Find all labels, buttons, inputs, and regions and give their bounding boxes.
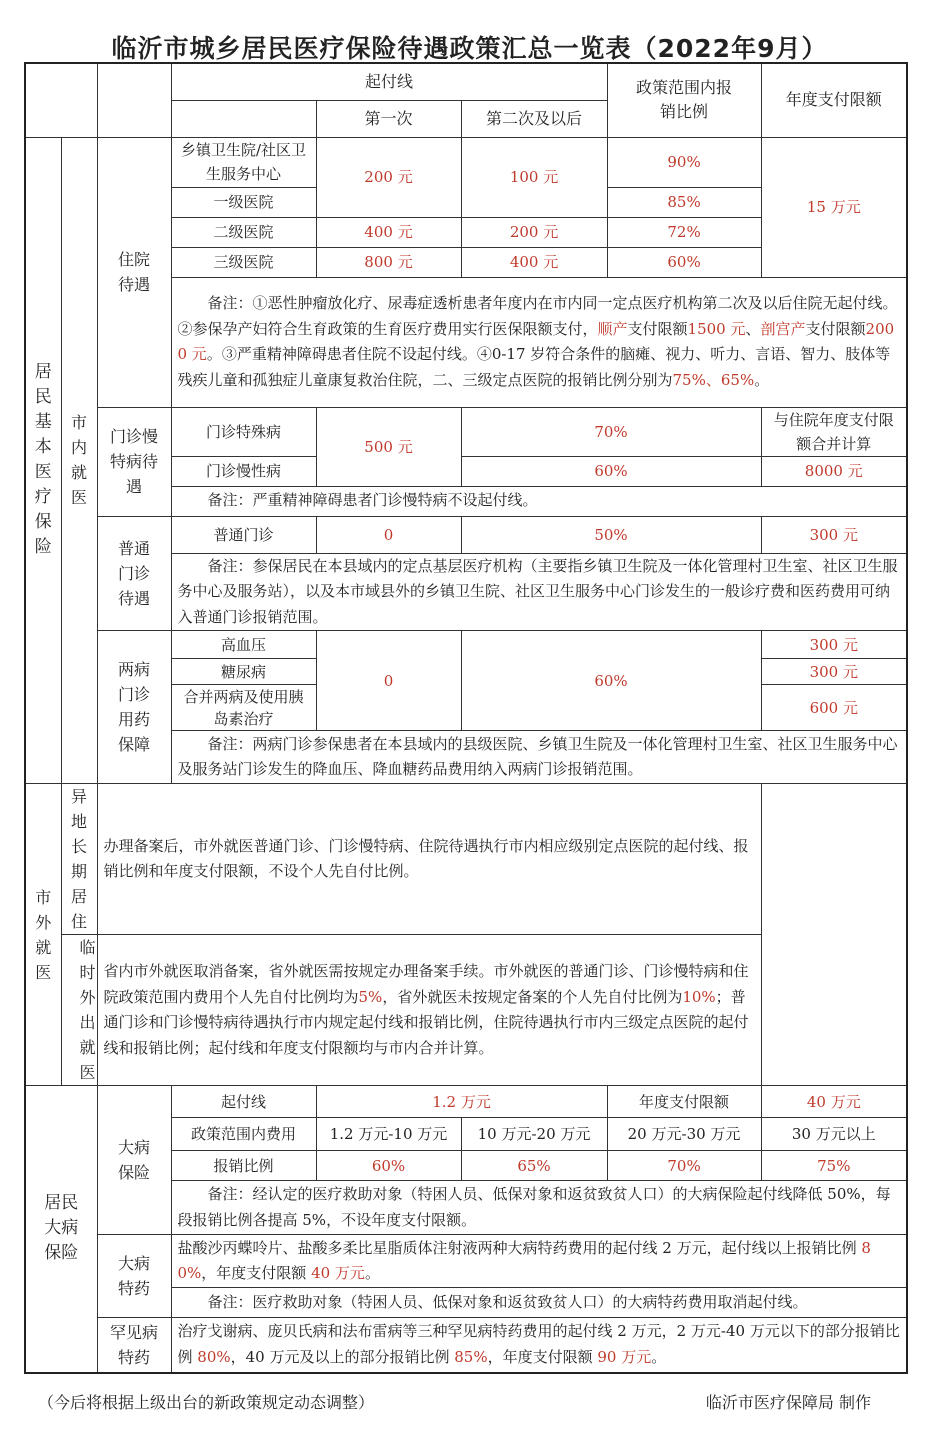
ratio: 60% bbox=[461, 456, 761, 486]
disease-type: 门诊特殊病 bbox=[171, 407, 316, 456]
deductible-label: 起付线 bbox=[171, 1086, 316, 1118]
ratio: 60% bbox=[461, 631, 761, 731]
highlighted-text: 1500 元 bbox=[687, 319, 746, 338]
special-drugs-note bbox=[171, 1288, 907, 1318]
highlighted-text: 90 万元 bbox=[597, 1347, 652, 1366]
disease-type: 普通门诊 bbox=[171, 516, 316, 553]
ratio: 90% bbox=[607, 137, 761, 187]
ratio: 72% bbox=[607, 217, 761, 247]
chronic-note bbox=[171, 486, 907, 516]
text-segment: 备注：严重精神障碍患者门诊慢特病不设起付线。 bbox=[207, 491, 538, 510]
text-segment: 支付限额 bbox=[805, 319, 866, 338]
text-segment: 备注：医疗救助对象（特困人员、低保对象和返贫致贫人口）的大病特药费用取消起付线。 bbox=[207, 1292, 808, 1311]
annual-limit: 300 元 bbox=[761, 516, 907, 553]
ratio: 65% bbox=[461, 1151, 607, 1181]
highlighted-text: 剖宫产 bbox=[760, 319, 806, 338]
group-out-city: 市外就医 bbox=[25, 784, 61, 1086]
highlighted-text: 2000 元 bbox=[177, 319, 895, 363]
first-deductible: 800 元 bbox=[316, 247, 461, 277]
special-drugs-text bbox=[171, 1235, 907, 1288]
hospital-level: 一级医院 bbox=[171, 187, 316, 217]
group-serious: 居民大病保险 bbox=[25, 1086, 97, 1373]
footer-author: 临沂市医疗保障局 制作 bbox=[705, 1392, 871, 1412]
limit-label: 年度支付限额 bbox=[607, 1086, 761, 1118]
highlighted-text: 5% bbox=[358, 987, 383, 1006]
header-deductible: 起付线 bbox=[171, 63, 607, 100]
highlighted-text: 顺产 bbox=[597, 319, 628, 338]
header-second: 第二次及以后 bbox=[461, 100, 607, 137]
hospital-level: 二级医院 bbox=[171, 217, 316, 247]
text-segment: 盐酸沙丙蝶呤片、盐酸多柔比星脂质体注射液两种大病特药费用的起付线 2 万元，起付线以上报销比例 bbox=[177, 1238, 862, 1257]
general-label: 普通门诊待遇 bbox=[97, 516, 171, 631]
text-segment: 、 bbox=[745, 319, 761, 338]
header-annual-limit: 年度支付限额 bbox=[761, 63, 907, 137]
ratio: 60% bbox=[316, 1151, 461, 1181]
text-segment: 备注：两病门诊参保患者在本县域内的县级医院、乡镇卫生院及一体化管理村卫生室、社区卫生服务中心及服务站门诊发生的降血压、降血糖药品费用纳入两病门诊报销范围。 bbox=[177, 734, 898, 778]
inpatient-label: 住院待遇 bbox=[97, 137, 171, 407]
temporary-label: 临时外出就医 bbox=[61, 935, 97, 1086]
remote-text bbox=[97, 784, 761, 935]
footer bbox=[38, 1392, 871, 1434]
ratio: 70% bbox=[461, 407, 761, 456]
temporary-text bbox=[97, 935, 761, 1086]
annual-limit: 与住院年度支付限额合并计算 bbox=[761, 407, 907, 456]
disease-type: 高血压 bbox=[171, 631, 316, 659]
policy-table bbox=[24, 62, 908, 1374]
text-segment: 支付限额 bbox=[627, 319, 688, 338]
disease-type: 门诊慢性病 bbox=[171, 456, 316, 486]
first-deductible: 400 元 bbox=[316, 217, 461, 247]
highlighted-text: 75%、65% bbox=[672, 370, 755, 389]
highlighted-text: 80% bbox=[177, 1238, 871, 1282]
hospital-level: 乡镇卫生院/社区卫生服务中心 bbox=[171, 137, 316, 187]
corner-cell bbox=[25, 63, 97, 137]
two-diseases-label: 两病门诊用药保障 bbox=[97, 631, 171, 784]
serious-label: 大病保险 bbox=[97, 1086, 171, 1235]
group-basic: 居民基本医疗保险 bbox=[25, 137, 61, 784]
cost-range: 30 万元以上 bbox=[761, 1118, 907, 1151]
disease-type: 合并两病及使用胰岛素治疗 bbox=[171, 685, 316, 731]
text-segment: ，年度支付限额 bbox=[487, 1347, 598, 1366]
second-deductible: 400 元 bbox=[461, 247, 607, 277]
text-segment: ，40 万元及以上的部分报销比例 bbox=[230, 1347, 455, 1366]
ratio: 85% bbox=[607, 187, 761, 217]
inpatient-note bbox=[171, 277, 907, 407]
annual-limit: 300 元 bbox=[761, 631, 907, 659]
annual-limit: 600 元 bbox=[761, 685, 907, 731]
header-first: 第一次 bbox=[316, 100, 461, 137]
two-diseases-note bbox=[171, 731, 907, 784]
rare-drugs-label: 罕见病特药 bbox=[97, 1318, 171, 1373]
text-segment: 备注：①恶性肿瘤放化疗、尿毒症透析患者年度内在市内同一定点医疗机构第二次及以后住院无起付线。②参保孕产妇符合生育政策的生育医疗费用实行医保限额支付， bbox=[177, 294, 898, 338]
text-segment: 。 bbox=[364, 1264, 380, 1282]
hospital-level: 三级医院 bbox=[171, 247, 316, 277]
footer-note: （今后将根据上级出台的新政策规定动态调整） bbox=[38, 1392, 375, 1412]
highlighted-text: 80% bbox=[197, 1347, 231, 1366]
header-ratio: 政策范围内报销比例 bbox=[607, 63, 761, 137]
cost-range: 20 万元-30 万元 bbox=[607, 1118, 761, 1151]
deductible: 500 元 bbox=[316, 407, 461, 486]
ratio-label: 报销比例 bbox=[171, 1151, 316, 1181]
rare-drugs-text bbox=[171, 1318, 907, 1373]
cost-range: 1.2 万元-10 万元 bbox=[316, 1118, 461, 1151]
second-deductible: 100 元 bbox=[461, 137, 607, 217]
deductible: 0 bbox=[316, 631, 461, 731]
group-in-city: 市内就医 bbox=[61, 137, 97, 784]
ratio: 70% bbox=[607, 1151, 761, 1181]
highlighted-text: 40 万元 bbox=[311, 1264, 365, 1282]
ratio: 75% bbox=[761, 1151, 907, 1181]
text-segment: 办理备案后，市外就医普通门诊、门诊慢特病、住院待遇执行市内相应级别定点医院的起付线、报销比例和年度支付限额，不设个人先自付比例。 bbox=[103, 836, 749, 880]
ratio: 50% bbox=[461, 516, 761, 553]
corner-cell bbox=[97, 63, 171, 137]
text-segment: 。 bbox=[754, 370, 770, 389]
text-segment: ，年度支付限额 bbox=[201, 1264, 312, 1282]
text-segment: 省内市外就医取消备案，省外就医需按规定办理备案手续。市外就医的普通门诊、门诊慢特病和住院政策范围内费用个人先自付比例均为 bbox=[103, 962, 749, 1006]
deductible: 0 bbox=[316, 516, 461, 553]
highlighted-text: 85% bbox=[454, 1347, 488, 1366]
special-drugs-label: 大病特药 bbox=[97, 1235, 171, 1318]
annual-limit: 8000 元 bbox=[761, 456, 907, 486]
header-blank bbox=[171, 100, 316, 137]
deductible: 1.2 万元 bbox=[316, 1086, 607, 1118]
text-segment: 。 bbox=[651, 1347, 667, 1366]
chronic-label: 门诊慢特病待遇 bbox=[97, 407, 171, 516]
text-segment: ；普通门诊和门诊慢特病待遇执行市内规定起付线和报销比例，住院待遇执行市内三级定点医院的起付线和报销比例；起付线和年度支付限额均与市内合并计算。 bbox=[103, 987, 749, 1057]
disease-type: 糖尿病 bbox=[171, 659, 316, 685]
cost-label: 政策范围内费用 bbox=[171, 1118, 316, 1151]
text-segment: 。③严重精神障碍患者住院不设起付线。④0-17 岁符合条件的脑瘫、视力、听力、言语、智力、肢体等残疾儿童和孤独症儿童康复救治住院，二、三级定点医院的报销比例分别为 bbox=[177, 345, 891, 389]
highlighted-text: 10% bbox=[682, 987, 716, 1006]
text-segment: ，省外就医未按规定备案的个人先自付比例为 bbox=[382, 987, 683, 1006]
cost-range: 10 万元-20 万元 bbox=[461, 1118, 607, 1151]
annual-limit: 15 万元 bbox=[761, 137, 907, 277]
page-title: 临沂市城乡居民医疗保险待遇政策汇总一览表（2022年9月） bbox=[111, 34, 828, 63]
text-segment: 备注：参保居民在本县域内的定点基层医疗机构（主要指乡镇卫生院及一体化管理村卫生室、社区卫生服务中心及服务站），以及本市域县外的乡镇卫生院、社区卫生服务中心门诊发生的一般诊疗费和医药费用可纳入普通门诊报销范围。 bbox=[177, 556, 898, 626]
text-segment: 备注：经认定的医疗救助对象（特困人员、低保对象和返贫致贫人口）的大病保险起付线降低 50%，每段报销比例各提高 5%，不设年度支付限额。 bbox=[177, 1185, 891, 1229]
ratio: 60% bbox=[607, 247, 761, 277]
remote-label: 异地长期居住 bbox=[61, 784, 97, 935]
serious-note bbox=[171, 1181, 907, 1235]
general-note bbox=[171, 553, 907, 631]
second-deductible: 200 元 bbox=[461, 217, 607, 247]
text-segment: 治疗戈谢病、庞贝氏病和法布雷病等三种罕见病特药费用的起付线 2 万元，2 万元-40 万元以下的部分报销比例 bbox=[177, 1322, 900, 1366]
annual-limit: 300 元 bbox=[761, 659, 907, 685]
annual-limit: 40 万元 bbox=[761, 1086, 907, 1118]
first-deductible: 200 元 bbox=[316, 137, 461, 217]
